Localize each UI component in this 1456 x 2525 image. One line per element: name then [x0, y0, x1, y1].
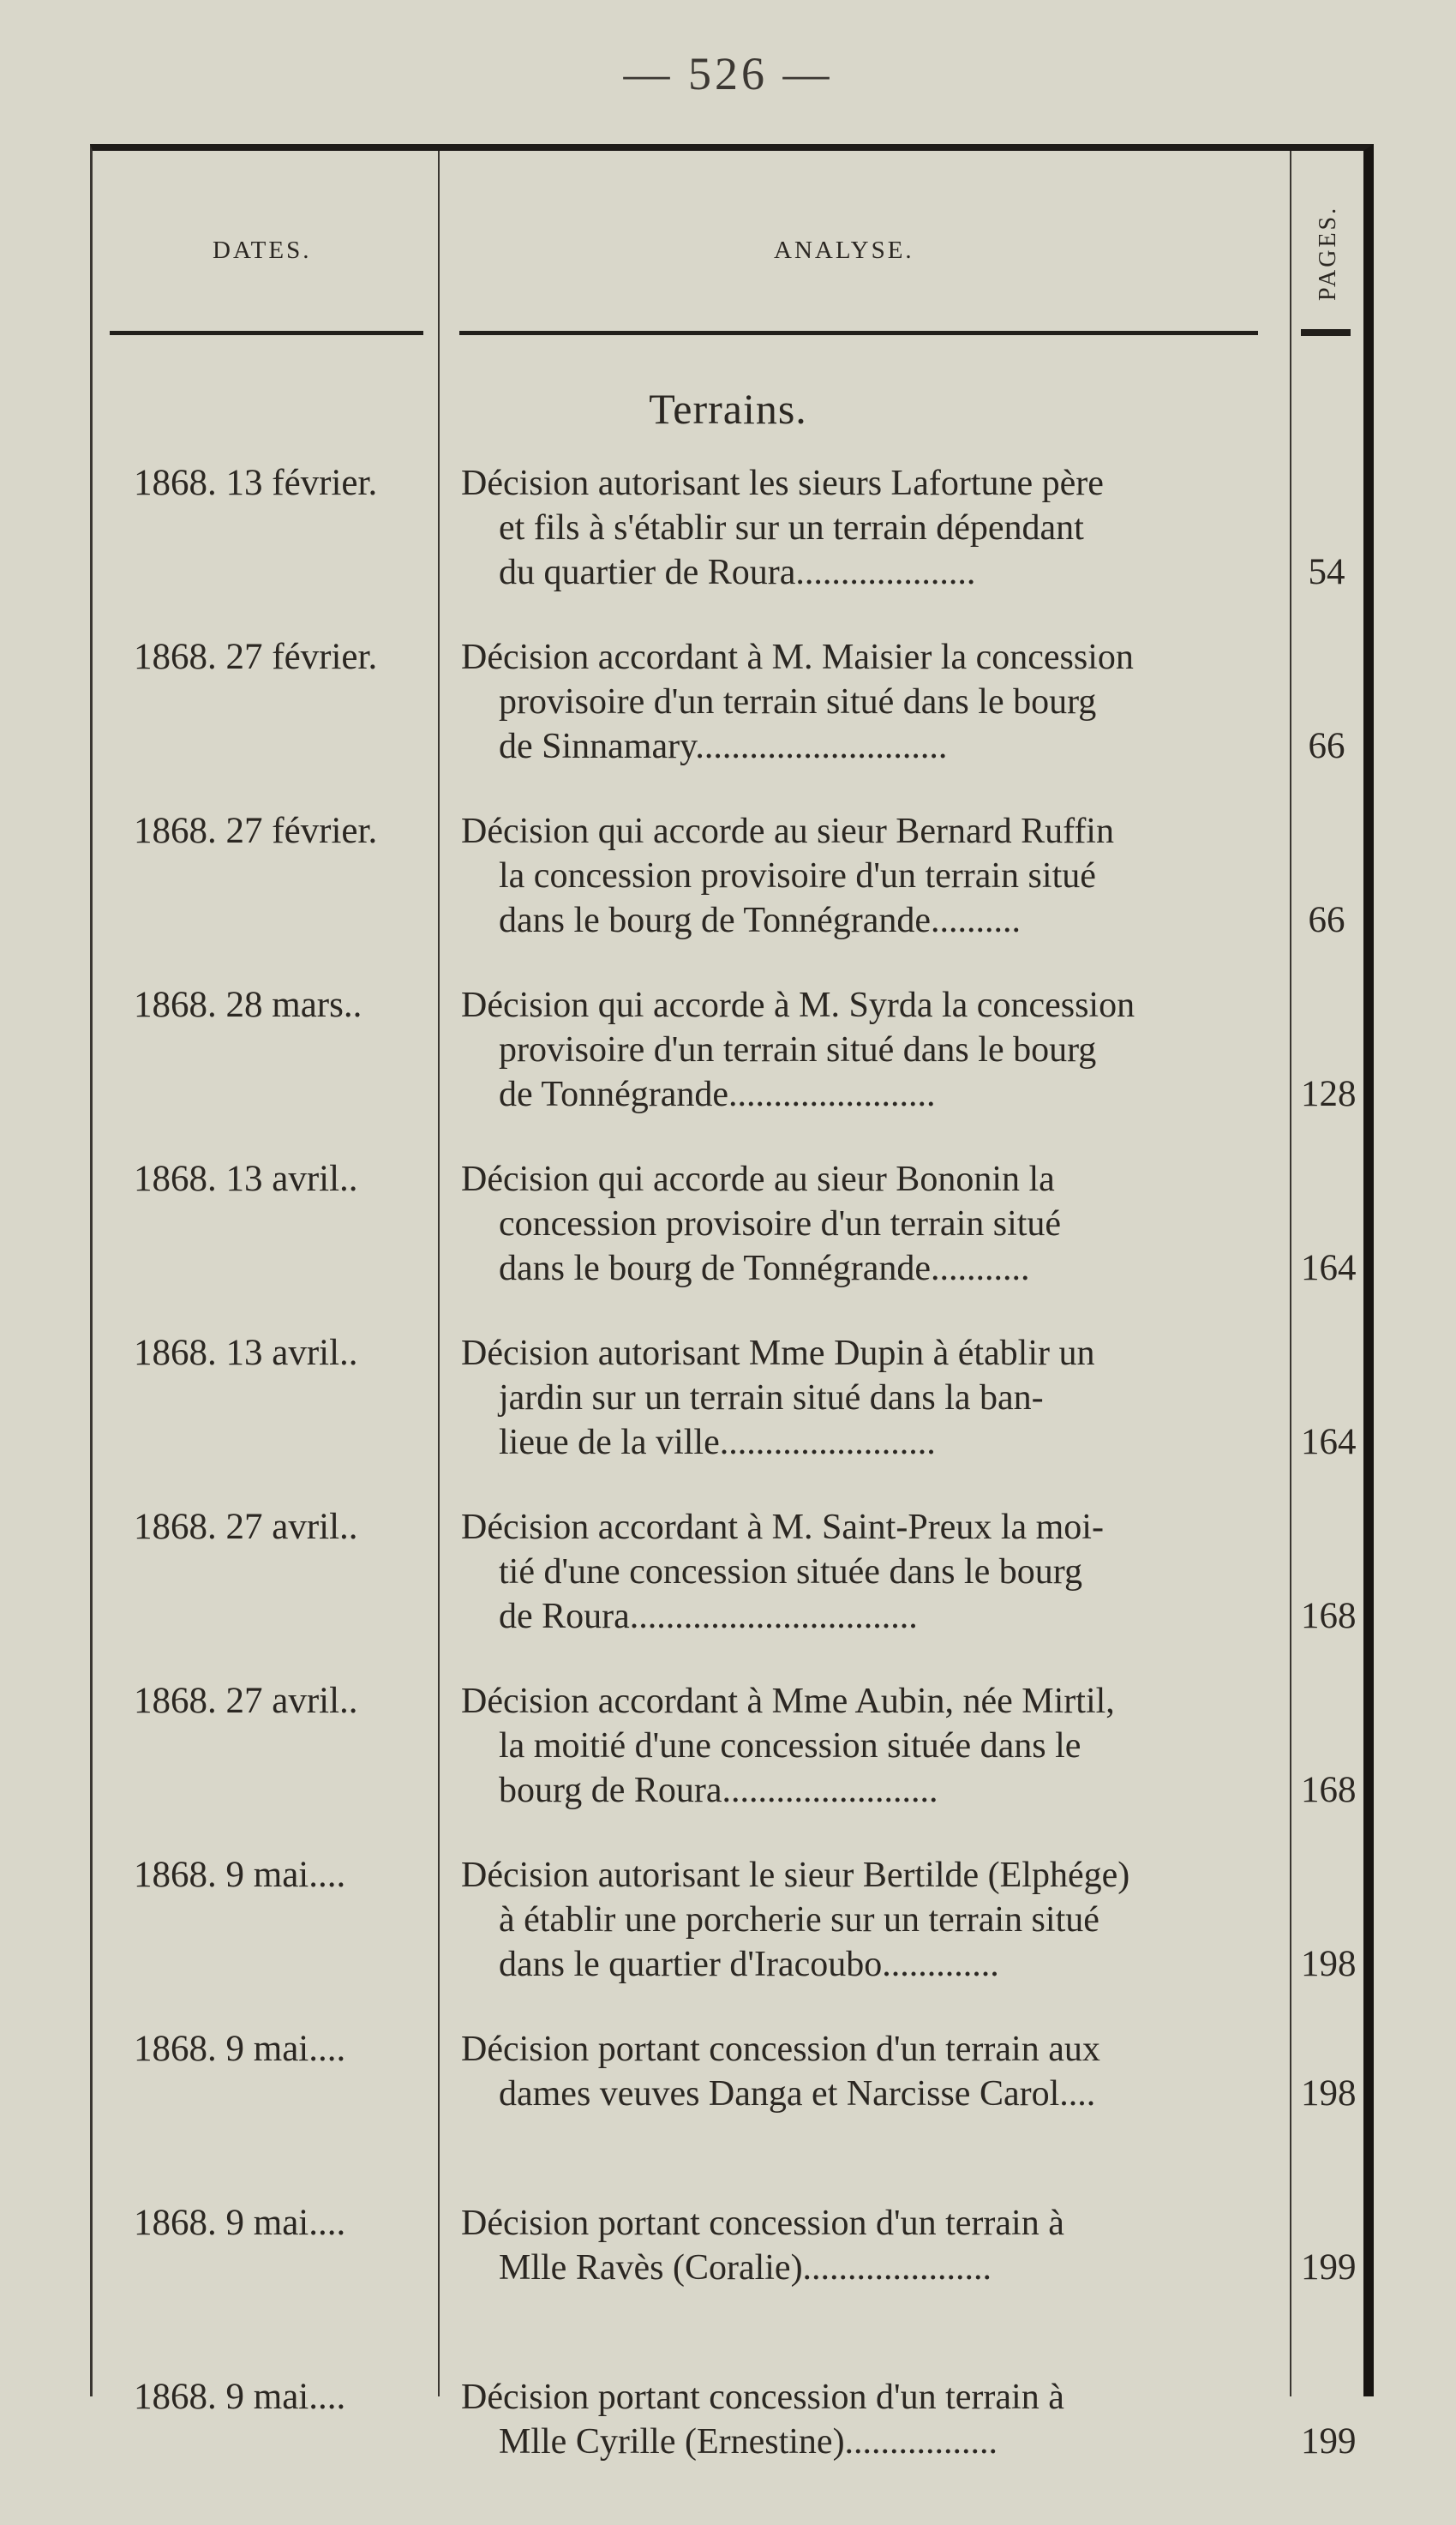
- analysis-line: bourg de Roura........................: [499, 1771, 938, 1810]
- table-row: [93, 1679, 1363, 1829]
- analysis-line: Décision portant concession d'un terrain à: [461, 2204, 1064, 2243]
- analysis-line: Décision autorisant les sieurs Lafortune père: [461, 464, 1104, 503]
- entry-analysis: [461, 1157, 1288, 1291]
- analysis-line: Mlle Ravès (Coralie).....................: [499, 2248, 992, 2288]
- entry-page: 199: [1301, 2421, 1357, 2462]
- analysis-line: Décision accordant à M. Saint-Preux la moi-: [461, 1508, 1104, 1547]
- analysis-line: Décision accordant à Mme Aubin, née Mirtil,: [461, 1682, 1115, 1721]
- header-rule-analyse: [459, 331, 1258, 335]
- analysis-line: Décision portant concession d'un terrain à: [461, 2378, 1064, 2417]
- analysis-line: dans le bourg de Tonnégrande..........: [499, 901, 1022, 940]
- entry-page: 168: [1301, 1596, 1357, 1636]
- analysis-line: dans le bourg de Tonnégrande...........: [499, 1249, 1030, 1288]
- entry-date: 1868. 27 février.: [134, 811, 378, 851]
- entry-page: 54: [1308, 552, 1345, 592]
- analysis-line: du quartier de Roura....................: [499, 553, 976, 592]
- table-row: [93, 809, 1363, 959]
- entry-page: 128: [1301, 1074, 1357, 1114]
- entry-page: 164: [1301, 1248, 1357, 1288]
- table-row: [93, 1157, 1363, 1307]
- entry-analysis: [461, 461, 1288, 595]
- table-row: [93, 635, 1363, 785]
- entry-date: 1868. 27 avril..: [134, 1507, 358, 1547]
- analysis-line: tié d'une concession située dans le bourg: [499, 1552, 1082, 1592]
- analysis-line: concession provisoire d'un terrain situé: [499, 1204, 1062, 1244]
- header-analyse: ANALYSE.: [774, 237, 914, 264]
- analysis-line: Décision qui accorde au sieur Bernard Ruffin: [461, 812, 1114, 851]
- table-row: [93, 461, 1363, 611]
- entry-date: 1868. 13 avril..: [134, 1159, 358, 1199]
- header-rule-pages: [1301, 329, 1351, 336]
- analysis-line: jardin sur un terrain situé dans la ban-: [499, 1378, 1044, 1418]
- analysis-line: Décision qui accorde à M. Syrda la concession: [461, 986, 1135, 1025]
- analysis-line: Décision autorisant le sieur Bertilde (Elphége): [461, 1856, 1130, 1895]
- analysis-line: la moitié d'une concession située dans le: [499, 1726, 1082, 1766]
- analysis-line: de Roura................................: [499, 1597, 918, 1636]
- table-row: [93, 983, 1363, 1133]
- analysis-line: Décision accordant à M. Maisier la concession: [461, 638, 1134, 677]
- entry-analysis: [461, 983, 1288, 1117]
- index-table: [90, 144, 1374, 2462]
- analysis-line: dans le quartier d'Iracoubo.............: [499, 1945, 999, 1984]
- entry-page: 66: [1308, 726, 1345, 766]
- analysis-line: provisoire d'un terrain situé dans le bourg: [499, 682, 1097, 722]
- table-row: [93, 1853, 1363, 2003]
- analysis-line: provisoire d'un terrain situé dans le bourg: [499, 1030, 1097, 1070]
- entry-analysis: [461, 1331, 1288, 1465]
- entry-date: 1868. 28 mars..: [134, 985, 363, 1025]
- entry-page: 66: [1308, 900, 1345, 940]
- entry-page: 164: [1301, 1422, 1357, 1462]
- entry-date: 1868. 9 mai....: [134, 2203, 346, 2243]
- entry-analysis: [461, 809, 1288, 943]
- entry-page: 198: [1301, 2073, 1357, 2114]
- entry-date: 1868. 9 mai....: [134, 2377, 346, 2417]
- entry-page: 168: [1301, 1770, 1357, 1810]
- table-row: [93, 1505, 1363, 1655]
- page-number: — 526 —: [623, 48, 833, 99]
- table-row: [93, 2201, 1363, 2351]
- analysis-line: à établir une porcherie sur un terrain situé: [499, 1900, 1099, 1940]
- entry-date: 1868. 13 février.: [134, 463, 378, 503]
- analysis-line: de Sinnamary............................: [499, 727, 948, 766]
- header-pages: PAGES.: [1315, 205, 1341, 301]
- entry-page: 198: [1301, 1944, 1357, 1984]
- table-row: [93, 1331, 1363, 1481]
- analysis-line: et fils à s'établir sur un terrain dépendant: [499, 508, 1084, 548]
- table-row: [93, 2375, 1363, 2525]
- analysis-line: Décision portant concession d'un terrain aux: [461, 2030, 1100, 2069]
- entry-analysis: [461, 635, 1288, 769]
- header-rule-dates: [110, 331, 423, 335]
- entry-analysis: [461, 2201, 1288, 2290]
- analysis-line: la concession provisoire d'un terrain situé: [499, 856, 1096, 896]
- entry-date: 1868. 13 avril..: [134, 1333, 358, 1373]
- analysis-line: Décision qui accorde au sieur Bononin la: [461, 1160, 1055, 1199]
- header-dates: DATES.: [213, 237, 312, 264]
- analysis-line: lieue de la ville........................: [499, 1423, 936, 1462]
- entry-date: 1868. 9 mai....: [134, 1855, 346, 1895]
- table-header: [93, 151, 1363, 339]
- entry-analysis: [461, 2375, 1288, 2464]
- entry-page: 199: [1301, 2247, 1357, 2288]
- entry-analysis: [461, 1505, 1288, 1639]
- analysis-line: Décision autorisant Mme Dupin à établir un: [461, 1334, 1095, 1373]
- table-row: [93, 2027, 1363, 2177]
- entry-date: 1868. 9 mai....: [134, 2029, 346, 2069]
- entry-date: 1868. 27 avril..: [134, 1681, 358, 1721]
- entry-analysis: [461, 1679, 1288, 1813]
- entry-analysis: [461, 2027, 1288, 2116]
- entry-date: 1868. 27 février.: [134, 637, 378, 677]
- section-title: Terrains.: [649, 385, 807, 433]
- analysis-line: de Tonnégrande.......................: [499, 1075, 936, 1114]
- entry-analysis: [461, 1853, 1288, 1987]
- analysis-line: dames veuves Danga et Narcisse Carol....: [499, 2074, 1096, 2114]
- analysis-line: Mlle Cyrille (Ernestine).................: [499, 2422, 998, 2462]
